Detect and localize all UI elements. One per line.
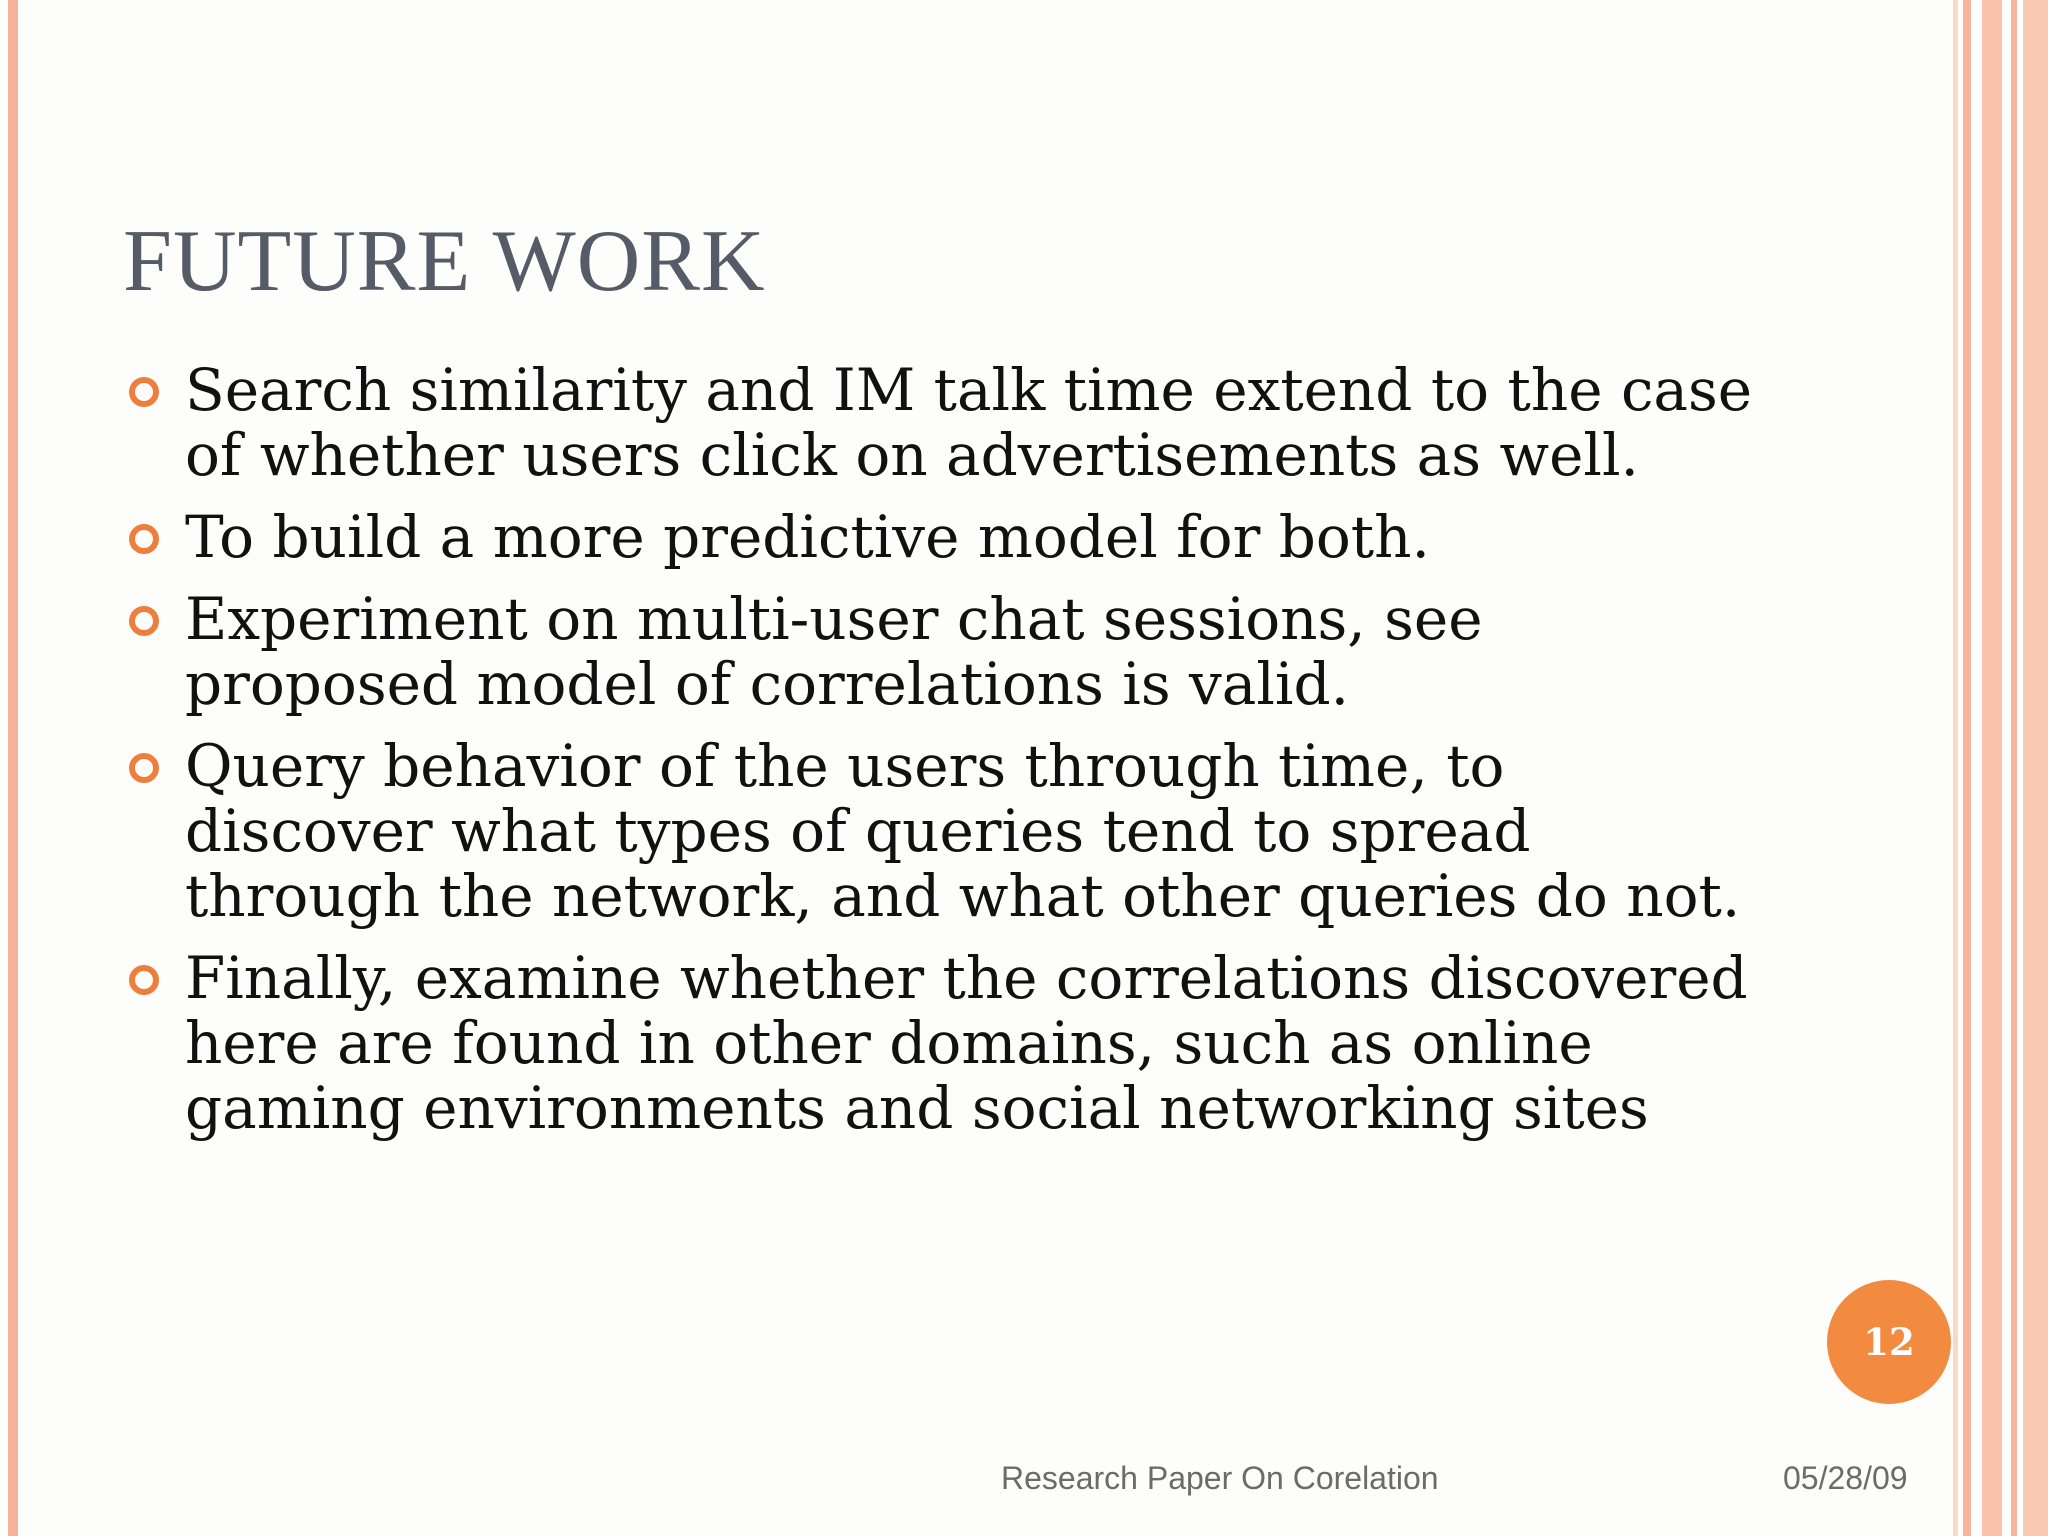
slide-title: FUTURE WORK (123, 213, 766, 310)
circle-bullet-icon (129, 524, 159, 554)
right-border-stripe (2011, 0, 2017, 1536)
right-border-stripe (2023, 0, 2048, 1536)
circle-bullet-icon (129, 606, 159, 636)
bullet-text: To build a more predictive model for both. (185, 503, 1430, 571)
bullet-item (123, 734, 1763, 929)
circle-bullet-icon (129, 753, 159, 783)
page-number-badge: 12 (1827, 1280, 1951, 1404)
footer-date: 05/28/09 (1783, 1460, 1908, 1496)
bullet-text: Query behavior of the users through time, to discover what types of queries tend to spread through the network, and what other queries do not. (185, 732, 1741, 930)
footer-title: Research Paper On Corelation (1001, 1460, 1439, 1496)
bullet-item (123, 358, 1763, 488)
circle-bullet-icon (129, 377, 159, 407)
bullet-text: Search similarity and IM talk time extend to the case of whether users click on advertisements as well. (185, 356, 1753, 489)
bullet-item (123, 587, 1763, 717)
bullet-item (123, 505, 1763, 570)
left-border-stripe (8, 0, 18, 1536)
right-border-stripe (1982, 0, 2002, 1536)
bullet-text: Experiment on multi-user chat sessions, see proposed model of correlations is valid. (185, 585, 1483, 718)
bullet-item (123, 946, 1763, 1141)
bullet-text: Finally, examine whether the correlations discovered here are found in other domains, such as online gaming environments and social networking sites (185, 944, 1748, 1142)
circle-bullet-icon (129, 965, 159, 995)
right-border-stripe (1953, 0, 1958, 1536)
right-border-stripe (1963, 0, 1971, 1536)
bullet-list (123, 358, 1763, 1158)
